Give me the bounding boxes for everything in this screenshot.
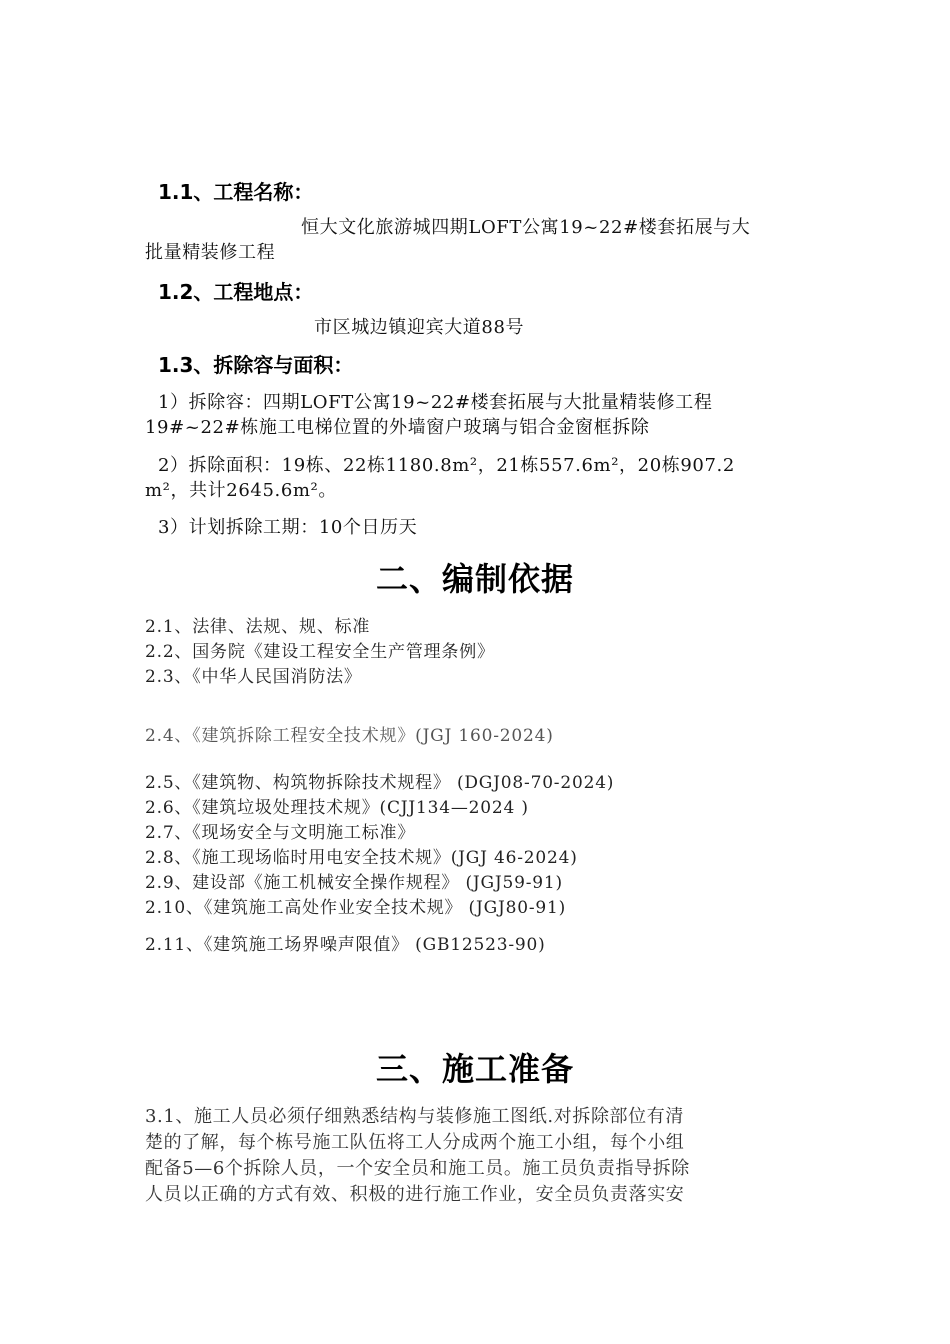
reference-item: 2.3、《中华人民国消防法》 <box>145 667 362 687</box>
section-title-preparation: 三、施工准备 <box>375 1050 574 1088</box>
project-name-line2: 批量精装修工程 <box>145 242 276 263</box>
demolition-item2-line1: 2）拆除面积：19栋、22栋1180.8m²，21栋557.6m²，20栋907.2 <box>158 455 735 476</box>
preparation-paragraph-line: 楚的了解，每个栋号施工队伍将工人分成两个施工小组，每个小组 <box>145 1132 685 1153</box>
heading-project-name: 1.1、工程名称： <box>158 180 314 204</box>
heading-project-location: 1.2、工程地点： <box>158 280 314 304</box>
reference-item: 2.5、《建筑物、构筑物拆除技术规程》 (DGJ08-70-2024) <box>145 773 615 793</box>
reference-item: 2.11、《建筑施工场界噪声限值》 (GB12523-90) <box>145 935 546 955</box>
preparation-paragraph-line: 3.1、施工人员必须仔细熟悉结构与装修施工图纸.对拆除部位有清 <box>145 1106 684 1127</box>
reference-item: 2.2、国务院《建设工程安全生产管理条例》 <box>145 642 495 662</box>
project-name-line1: 恒大文化旅游城四期LOFT公寓19~22#楼套拓展与大 <box>301 217 751 238</box>
demolition-item1-line1: 1）拆除容：四期LOFT公寓19~22#楼套拓展与大批量精装修工程 <box>158 392 713 413</box>
preparation-paragraph-line: 人员以正确的方式有效、积极的进行施工作业，安全员负责落实安 <box>145 1184 685 1205</box>
heading-demolition-scope: 1.3、拆除容与面积： <box>158 353 354 377</box>
reference-item: 2.1、法律、法规、规、标准 <box>145 617 371 637</box>
reference-item: 2.10、《建筑施工高处作业安全技术规》 (JGJ80-91) <box>145 898 567 918</box>
demolition-item3: 3）计划拆除工期：10个日历天 <box>158 517 418 538</box>
project-location: 市区城边镇迎宾大道88号 <box>314 317 525 338</box>
reference-item: 2.6、《建筑垃圾处理技术规》(CJJ134—2024 ) <box>145 798 529 818</box>
demolition-item1-line2: 19#~22#栋施工电梯位置的外墙窗户玻璃与铝合金窗框拆除 <box>145 417 650 438</box>
reference-item: 2.4、《建筑拆除工程安全技术规》(JGJ 160-2024) <box>145 726 554 746</box>
section-title-basis: 二、编制依据 <box>375 560 574 598</box>
reference-item: 2.9、建设部《施工机械安全操作规程》 (JGJ59-91) <box>145 873 563 893</box>
demolition-item2-line2: m²，共计2645.6m²。 <box>145 480 337 501</box>
reference-item: 2.8、《施工现场临时用电安全技术规》(JGJ 46-2024) <box>145 848 578 868</box>
preparation-paragraph-line: 配备5—6个拆除人员，一个安全员和施工员。施工员负责指导拆除 <box>145 1158 690 1179</box>
reference-item: 2.7、《现场安全与文明施工标准》 <box>145 823 416 843</box>
